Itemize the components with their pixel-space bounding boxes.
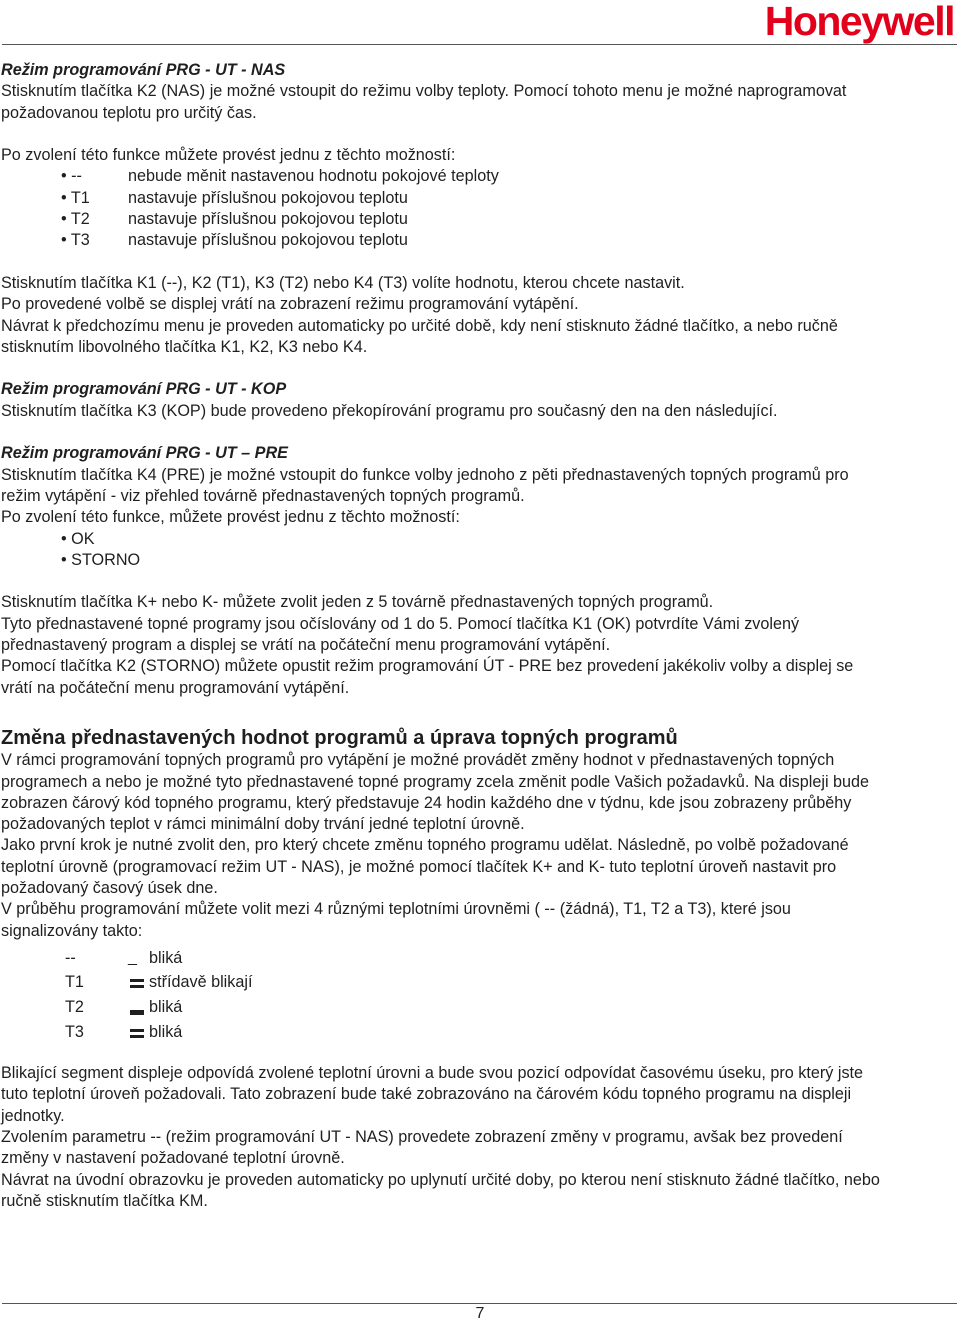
symbol-desc: bliká (149, 1023, 183, 1042)
section-title-pre: Režim programování PRG - UT – PRE (1, 444, 288, 463)
option-key: • T3 (61, 231, 90, 250)
option-item (1, 166, 951, 187)
option-item (1, 188, 951, 209)
paragraph-line: přednastavený program a displej se vrátí na počáteční menu programování vytápění. (1, 636, 611, 655)
paragraph-line: vrátí na počáteční menu programování vytápění. (1, 678, 350, 697)
paragraph-line: teplotní úrovně (programovací režim UT - NAS), je možné pomocí tlačítek K+ and K- tuto teplotní úroveň nastavit pro (1, 857, 837, 876)
paragraph-line: Jako první krok je nutné zvolit den, pro který chcete změnu topného programu udělat. Následně, po volbě požadované (1, 836, 849, 855)
symbol-key: T1 (65, 973, 84, 992)
document-body (1, 60, 951, 1212)
symbol-desc: bliká (149, 998, 183, 1017)
honeywell-logo: Honeywell (764, 0, 954, 44)
paragraph-line: Stisknutím tlačítka K2 (NAS) je možné vstoupit do režimu volby teploty. Pomocí tohoto menu je možné naprogramovat (1, 82, 847, 101)
section-title-nas: Režim programování PRG - UT - NAS (1, 61, 286, 79)
thick-bar-segment-icon (128, 1000, 149, 1016)
option-item (1, 550, 951, 571)
paragraph-line: Pomocí tlačítka K2 (STORNO) můžete opustit režim programování ÚT - PRE bez provedení jakékoliv volby a displej se (1, 657, 854, 676)
paragraph-line: ručně stisknutím tlačítka KM. (1, 1191, 208, 1210)
option-key: • T2 (61, 210, 90, 229)
paragraph-line: požadovaných teplot v rámci minimální doby trvání jedné teplotní úrovně. (1, 815, 525, 834)
double-bar-segment-icon (128, 975, 149, 991)
paragraph-line: Zvolením parametru -- (režim programování UT - NAS) provedete zobrazení změny v programu, avšak bez provedení (1, 1127, 843, 1146)
symbol-key: T2 (65, 998, 84, 1017)
paragraph-line: Návrat na úvodní obrazovku je proveden automaticky po uplynutí určité doby, po kterou není stisknuto žádné tlačítko, nebo (1, 1170, 880, 1189)
paragraph-line: V průběhu programování můžete volit mezi 4 různými teplotními úrovněmi ( -- (žádná), T1, T2 a T3), které jsou (1, 900, 791, 919)
paragraph-line: tuto teplotní úroveň požadovali. Tato zobrazení bude také zobrazováno na čárovém kódu topného programu na displeji (1, 1085, 852, 1104)
paragraph-line: změny v nastavení požadované teplotní úrovně. (1, 1149, 345, 1168)
paragraph-line: požadovaný časový úsek dne. (1, 878, 218, 897)
paragraph-line: Stisknutím tlačítka K+ nebo K- můžete zvolit jeden z 5 továrně přednastavených topných programů. (1, 593, 714, 612)
option-key: • STORNO (61, 550, 141, 569)
option-item (1, 529, 951, 550)
paragraph-line: programech a nebo je možné tyto přednastavené topné programy zcela změnit podle Vašich požadavků. Na displeji bude (1, 772, 870, 791)
symbol-key: T3 (65, 1023, 84, 1042)
page-number: 7 (475, 1305, 485, 1322)
symbol-row-t2 (1, 995, 951, 1020)
section-title-zmena: Změna přednastavených hodnot programů a úprava topných programů (1, 727, 678, 750)
paragraph-line: Návrat k předchozímu menu je proveden automaticky po určité době, kdy není stisknuto žádné tlačítko, a nebo ručně (1, 316, 838, 335)
symbol-desc: střídavě blikají (149, 973, 253, 992)
paragraph-line: Stisknutím tlačítka K4 (PRE) je možné vstoupit do funkce volby jednoho z pěti přednastavených topných programů pro (1, 465, 849, 484)
option-desc: nastavuje příslušnou pokojovou teplotu (128, 188, 408, 207)
option-key: • OK (61, 529, 95, 548)
paragraph-line: jednotky. (1, 1106, 65, 1125)
paragraph-line: Tyto přednastavené topné programy jsou očíslovány od 1 do 5. Pomocí tlačítka K1 (OK) potvrdíte Vámi zvolený (1, 614, 800, 633)
symbol-key: -- (65, 948, 76, 967)
paragraph-line: Stisknutím tlačítka K1 (--), K2 (T1), K3 (T2) nebo K4 (T3) volíte hodnotu, kterou chcete nastavit. (1, 273, 685, 292)
symbol-row-t3 (1, 1020, 951, 1045)
paragraph-line: V rámci programování topných programů pro vytápění je možné provádět změny hodnot v přednastavených topných (1, 751, 835, 770)
paragraph-line: požadovanou teplotu pro určitý čas. (1, 103, 257, 122)
symbol-row-t1 (1, 971, 951, 996)
paragraph-line: Stisknutím tlačítka K3 (KOP) bude provedeno překopírování programu pro současný den na den následující. (1, 401, 778, 420)
paragraph-line: Po zvolení této funkce, můžete provést jednu z těchto možností: (1, 508, 460, 527)
symbol-desc: bliká (149, 948, 183, 967)
paragraph-line: režim vytápění - viz přehled továrně přednastavených topných programů. (1, 486, 525, 505)
paragraph-line: stisknutím libovolného tlačítka K1, K2, K3 nebo K4. (1, 337, 368, 356)
paragraph-line: zobrazen čárový kód topného programu, který představuje 24 hodin každého dne v týdnu, kde jsou zobrazeny průběhy (1, 793, 852, 812)
paragraph-line: signalizovány takto: (1, 921, 143, 940)
option-desc: nebude měnit nastavenou hodnotu pokojové teploty (128, 167, 499, 186)
header-divider (2, 44, 957, 45)
section-title-kop: Režim programování PRG - UT - KOP (1, 380, 287, 399)
double-bar-segment-icon (128, 1025, 149, 1041)
paragraph-line: Blikající segment displeje odpovídá zvolené teplotní úrovni a bude svou pozicí odpovídat časovému úseku, pro který jste (1, 1064, 864, 1083)
option-desc: nastavuje příslušnou pokojovou teplotu (128, 231, 408, 250)
symbol-row-none (1, 946, 951, 971)
option-key: • -- (61, 167, 82, 186)
option-key: • T1 (61, 188, 90, 207)
option-desc: nastavuje příslušnou pokojovou teplotu (128, 210, 408, 229)
option-item (1, 230, 951, 251)
options-intro: Po zvolení této funkce můžete provést jednu z těchto možností: (1, 146, 456, 165)
underscore-segment-icon: _ (128, 949, 137, 967)
paragraph-line: Po provedené volbě se displej vrátí na zobrazení režimu programování vytápění. (1, 295, 579, 314)
option-item (1, 209, 951, 230)
